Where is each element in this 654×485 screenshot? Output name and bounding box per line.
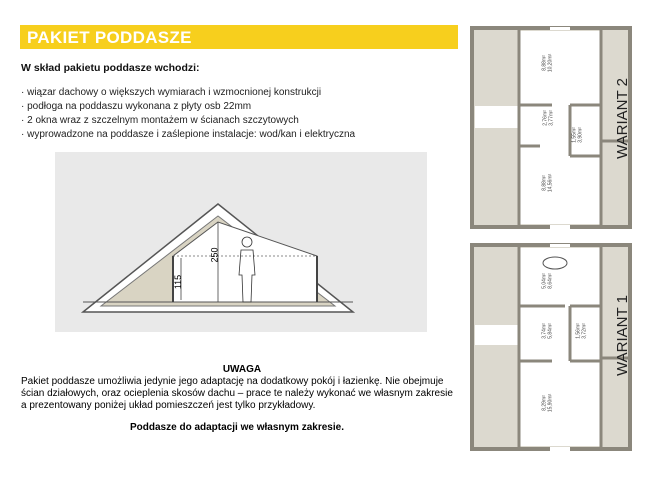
package-items bbox=[21, 86, 355, 142]
list-item: · wiązar dachowy o większych wymiarach i wzmocnionej konstrukcji bbox=[21, 86, 355, 100]
list-item: · 2 okna wraz z szczelnym montażem w ścianach szczytowych bbox=[21, 114, 355, 128]
plan-label: WARIANT 2 bbox=[613, 78, 631, 159]
room-area bbox=[573, 127, 584, 143]
plan-label: WARIANT 1 bbox=[613, 295, 631, 376]
list-item: · wyprowadzone na poddasze i zaślepione instalacje: wod/kan i elektryczna bbox=[21, 128, 355, 142]
dimension-knee-wall: 115 bbox=[173, 274, 184, 290]
room-area-floor: 1,56m² bbox=[575, 323, 582, 339]
room-area bbox=[543, 273, 554, 289]
room-area-floor: 8,29m² bbox=[541, 395, 548, 411]
roof-cross-section bbox=[55, 152, 427, 332]
room-area-floor: 5,04m² bbox=[541, 273, 548, 289]
room-area-total: 10,20m² bbox=[547, 53, 553, 73]
room-area-floor: 8,88m² bbox=[541, 55, 548, 71]
note-heading: UWAGA bbox=[222, 364, 262, 375]
floor-plan-wariant-1 bbox=[470, 243, 635, 458]
room-area bbox=[543, 174, 554, 192]
page-title: PAKIET PODDASZE bbox=[27, 28, 192, 47]
room-area bbox=[543, 394, 554, 412]
note-line: a prezentowany poniżej układ pomieszczeń jest tylko przykładowy. bbox=[21, 400, 316, 411]
dimension-total-height: 250 bbox=[209, 247, 220, 263]
room-area-floor: 1,55m² bbox=[571, 127, 578, 143]
final-note: Poddasze do adaptacji we własnym zakresie. bbox=[130, 422, 344, 433]
room-area-total: 5,84m² bbox=[547, 323, 553, 339]
room-area-floor: 8,88m² bbox=[541, 175, 548, 191]
floor-plan-wariant-2 bbox=[470, 26, 635, 236]
note-text bbox=[21, 376, 459, 412]
room-area-total: 3,77m² bbox=[548, 110, 554, 126]
list-item: · podłoga na poddaszu wykonana z płyty osb 22mm bbox=[21, 100, 355, 114]
room-area bbox=[577, 323, 588, 339]
room-area-total: 8,64m² bbox=[547, 273, 553, 289]
note-line: Pakiet poddasze umożliwia jedynie jego adaptację na dodatkowy pokój i łazienkę. Nie obejmuje bbox=[21, 376, 444, 387]
room-area-total: 14,56m² bbox=[547, 173, 553, 193]
intro-heading: W skład pakietu poddasze wchodzi: bbox=[21, 62, 200, 74]
note-line: ścian działowych, oraz ocieplenia skosów dachu – prace te należy wykonać we własnym zakresie bbox=[21, 388, 453, 399]
room-area-total: 3,90m² bbox=[577, 127, 583, 143]
room-area-floor: 2,76m² bbox=[542, 110, 549, 126]
room-area-total: 15,90m² bbox=[547, 393, 553, 413]
title-banner bbox=[20, 25, 458, 49]
room-area-total: 3,72m² bbox=[581, 323, 587, 339]
room-area-floor: 3,74m² bbox=[541, 323, 548, 339]
room-area bbox=[544, 110, 555, 126]
room-area bbox=[543, 54, 554, 72]
room-area bbox=[543, 323, 554, 339]
